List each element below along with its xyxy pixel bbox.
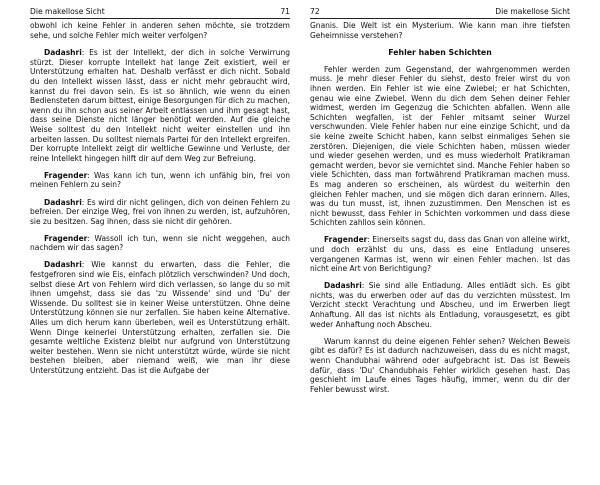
paragraph	[310, 337, 570, 395]
paragraph	[30, 260, 290, 375]
speaker-label: Fragender	[324, 235, 368, 245]
left-running-head	[30, 6, 290, 18]
left-page-text	[30, 21, 290, 479]
paragraph-text: : Was kann ich tun, wenn ich unfähig bin, frei von meinen Fehlern zu sein?	[30, 170, 290, 190]
paragraph	[30, 198, 290, 227]
page-number: 71	[280, 7, 290, 16]
speaker-label: Fragender	[44, 170, 88, 180]
paragraph	[30, 171, 290, 190]
paragraph-text: Gnanis. Die Welt ist ein Mysterium. Wie kann man ihre tiefsten Geheimnisse verstehen?	[310, 21, 570, 40]
paragraph-text: : Es wird dir nicht gelingen, dich von deinen Fehlern zu befreien. Der einzige Weg, frei von ihnen zu werden, ist, aufzuhören, sie zu besitzen. Sag ihnen, dass sie nicht dir gehören.	[30, 197, 290, 226]
section-heading: Fehler haben Schichten	[388, 48, 492, 58]
speaker-label: Fragender	[44, 233, 88, 243]
paragraph	[310, 21, 570, 40]
paragraph	[30, 21, 290, 40]
speaker-label: Dadashri	[44, 48, 82, 58]
paragraph	[310, 65, 570, 228]
paragraph-text: obwohl ich keine Fehler in anderen sehen möchte, sie trotzdem sehe, und solche Fehler mich weiter verfolgen?	[30, 21, 290, 40]
right-page	[310, 0, 570, 485]
speaker-label: Dadashri	[324, 281, 362, 291]
paragraph	[310, 235, 570, 273]
header-rule	[310, 18, 570, 19]
running-title: Die makellose Sicht	[30, 7, 105, 16]
paragraph-text: Warum kannst du deine eigenen Fehler sehen? Welchen Beweis gibt es dafür? Es ist dadurch nachzuweisen, dass du es nicht magst, wenn Chandubhai während oder aufgebracht ist. Das ist Beweis dafür, dass 'Du' Chandubhais Fehler wirklich gesehen hast. Das geschieht im Laufe eines Tages häufig, immer, wenn du dir der Fehler bewusst wirst.	[310, 336, 570, 394]
running-title: Die makellose Sicht	[495, 7, 570, 16]
speaker-label: Dadashri	[44, 197, 82, 207]
paragraph-text: : Wie kannst du erwarten, dass die Fehler, die festgefroren sind wie Eis, einfach plötzlich verschwinden? Und doch, selbst diese Art von Fehlern wird dich verlassen, so lange du so mit ihnen umgehst, dass sie das 'zu Wissende' sind und 'Du' der Wissende. Du solltest sie in keiner Weise unterstützen. Ohne deine Unterstützung können sie nur zerfallen. Sie haben keine Alternative. Alles um dich herum kann überleben, weil es Unterstützung erhält. Wenn Dinge keinerlei Unterstützung erhalten, zerfallen sie. Die gesamte weltliche Existenz bleibt nur aufgrund von Unterstützung weiter bestehen. Wenn sie nicht unterstützt würde, würde sie nicht bestehen bleiben, aber niemand weiß, wie man ihr diese Unterstützung entzieht. Das ist die Aufgabe der	[30, 260, 290, 375]
paragraph-text: : Es ist der Intellekt, der dich in solche Verwirrung stürzt. Dieser korrupte Intellekt hat lange Zeit existiert, weil er Unterstützung erhalten hat. Deshalb verfässt er dich nicht. Sobald du den Intellekt wissen lässt, dass er nicht mehr gebraucht wird, kannst du frei davon sein. Es ist so ähnlich, wie wenn du einen Bediensteten darum bittest, einige Besorgungen für dich zu machen, wenn du ihn schon aus seiner Arbeit entlassen und ihm gesagt hast, dass seine Dienste nicht länger benötigt werden. Auf die gleiche Weise solltest du den Intellekt nicht weiter einstellen und ihn arbeiten lassen. Du solltest niemals Partei für den Intellekt ergreifen. Der korrupte Intellekt zeigt dir weltliche Gewinne und Verluste, der reine Intellekt hingegen hilft dir auf dem Weg zur Befreiung.	[30, 48, 290, 163]
header-rule	[30, 18, 290, 19]
right-running-head	[310, 6, 570, 18]
speaker-label: Dadashri	[44, 260, 82, 270]
paragraph-text: : Sie sind alle Entladung. Alles entlädt sich. Es gibt nichts, was du erwerben oder auf das du verzichten müsstest. Im Verzicht steckt Verachtung und Abscheu, und im Erwerben liegt Anhaftung. All das ist nichts als Entladung, vorausgesetzt, es gibt weder Anhaftung noch Abscheu.	[310, 281, 570, 329]
paragraph	[30, 48, 290, 163]
paragraph	[310, 281, 570, 329]
paragraph-text: : Einerseits sagst du, dass das Gnan von alleine wirkt, und doch erzählst du uns, dass es eine Entladung unseres vergangenen Karmas ist, wenn wir einen Fehler machen. Ist das nicht eine Art von Berichtigung?	[310, 235, 570, 274]
paragraph-text: : Wassoll ich tun, wenn sie nicht weggehen, auch nachdem wir das sagen?	[30, 233, 290, 253]
right-page-text	[310, 21, 570, 479]
paragraph	[30, 234, 290, 253]
left-page	[30, 0, 290, 485]
paragraph-text: Fehler werden zum Gegenstand, der wahrgenommen werden muss. Je mehr dieser Fehler du siehst, desto freier wirst du von ihnen werden. Ein Fehler ist wie eine Zwiebel; er hat Schichten, genau wie eine Zwiebel. Wenn du dich dem Sehen deiner Fehler widmest, werden im Gegenzug die Schichten abfallen. Wenn alle Schichten wegfallen, ist der Fehler mitsamt seiner Wurzel verschwunden. Viele Fehler haben nur eine einzige Schicht, und da sie keine zweite Schicht haben, kann selbst einmaliges Sehen sie zerstören. Diejenigen, die viele Schichten haben, müssen wieder und wieder gesehen werden, und es muss wiederholt Pratikraman gemacht werden, bevor sie vernichtet sind. Manche Fehler haben so viele Schichten, dass man fortwährend Pratikraman machen muss. Es mag anderen so erscheinen, als würdest du weiterhin den gleichen Fehler machen, und sie mögen dich daran erinnern. Alles, was du tun musst, ist, ihnen zuzustimmen. Den Menschen ist es nicht bewusst, dass Fehler in Schichten vorkommen und dass diese Schichten zahllos sein können.	[310, 64, 570, 228]
page-number: 72	[310, 7, 320, 16]
